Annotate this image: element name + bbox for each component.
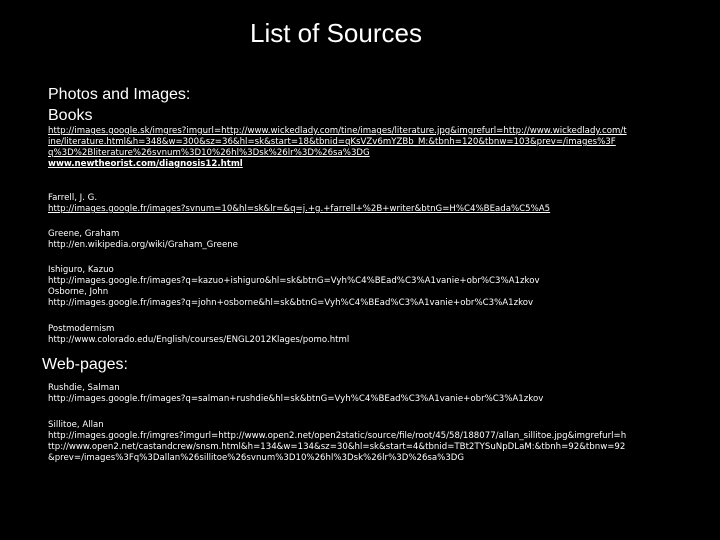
source-link[interactable]: http://www.colorado.edu/English/courses/ENGL2012Klages/pomo.html	[48, 335, 350, 345]
source-name: Farrell, J. G.	[48, 193, 98, 203]
photos-heading-line2: Books	[48, 107, 93, 124]
books-image-link[interactable]: http://images.google.sk/imgres?imgurl=http://www.wickedlady.com/tine/images/literature.jpg&imgrefurl=http://www.wickedlady.com/tine/literature.html&h=348&w=300&sz=36&hl=sk&start=18&tbnid=qKsVZv6mYZBb_M:&tbnh=120&tbnw=103&prev=/images%3Fq%3D%2Bliterature%26svnum%3D10%26hl%3Dsk%26lr%3D%26sa%3DG	[48, 126, 627, 158]
source-entry-ishiguro-osborne	[48, 265, 628, 309]
newtheorist-link[interactable]: www.newtheorist.com/diagnosis12.html	[48, 159, 243, 169]
source-entry-sillitoe	[48, 420, 628, 464]
page-title: List of Sources	[250, 18, 422, 48]
source-name: Sillitoe, Allan	[48, 420, 104, 430]
source-link[interactable]: http://en.wikipedia.org/wiki/Graham_Greene	[48, 240, 238, 250]
photos-heading	[48, 84, 190, 126]
source-name: Ishiguro, Kazuo	[48, 265, 114, 275]
source-name: Rushdie, Salman	[48, 383, 120, 393]
source-entry-rushdie	[48, 383, 628, 405]
source-name: Osborne, John	[48, 287, 109, 297]
web-pages-heading: Web-pages:	[42, 356, 128, 373]
source-link[interactable]: http://images.google.fr/images?q=salman+rushdie&hl=sk&btnG=Vyh%C4%BEad%C3%A1vanie+obr%C3%A1zkov	[48, 394, 544, 404]
source-link[interactable]: http://images.google.fr/images?q=kazuo+ishiguro&hl=sk&btnG=Vyh%C4%BEad%C3%A1vanie+obr%C3%A1zkov	[48, 276, 540, 286]
source-link[interactable]: http://images.google.fr/images?q=john+osborne&hl=sk&btnG=Vyh%C4%BEad%C3%A1vanie+obr%C3%A1zkov	[48, 298, 534, 308]
source-entry-greene	[48, 229, 628, 251]
source-link[interactable]: http://images.google.fr/imgres?imgurl=http://www.open2.net/open2static/source/file/root/45/58/188077/allan_sillitoe.jpg&imgrefurl=http://www.open2.net/castandcrew/snsm.html&h=134&w=134&sz=30&hl=sk&start=4&tbnid=TBt2TYSuNpDLaM:&tbnh=92&tbnw=92&prev=/images%3Fq%3Dallan%26sillitoe%26svnum%3D10%26hl%3Dsk%26lr%3D%26sa%3DG	[48, 431, 627, 463]
source-entry-farrell	[48, 193, 628, 215]
source-name: Postmodernism	[48, 324, 115, 334]
photos-heading-line1: Photos and Images:	[48, 86, 191, 103]
source-entry-postmodernism	[48, 324, 628, 346]
books-source-block	[48, 126, 628, 170]
source-name: Greene, Graham	[48, 229, 120, 239]
source-link[interactable]: http://images.google.fr/images?svnum=10&hl=sk&lr=&q=j.+g.+farrell+%2B+writer&btnG=H%C4%BEada%C5%A5	[48, 204, 551, 214]
